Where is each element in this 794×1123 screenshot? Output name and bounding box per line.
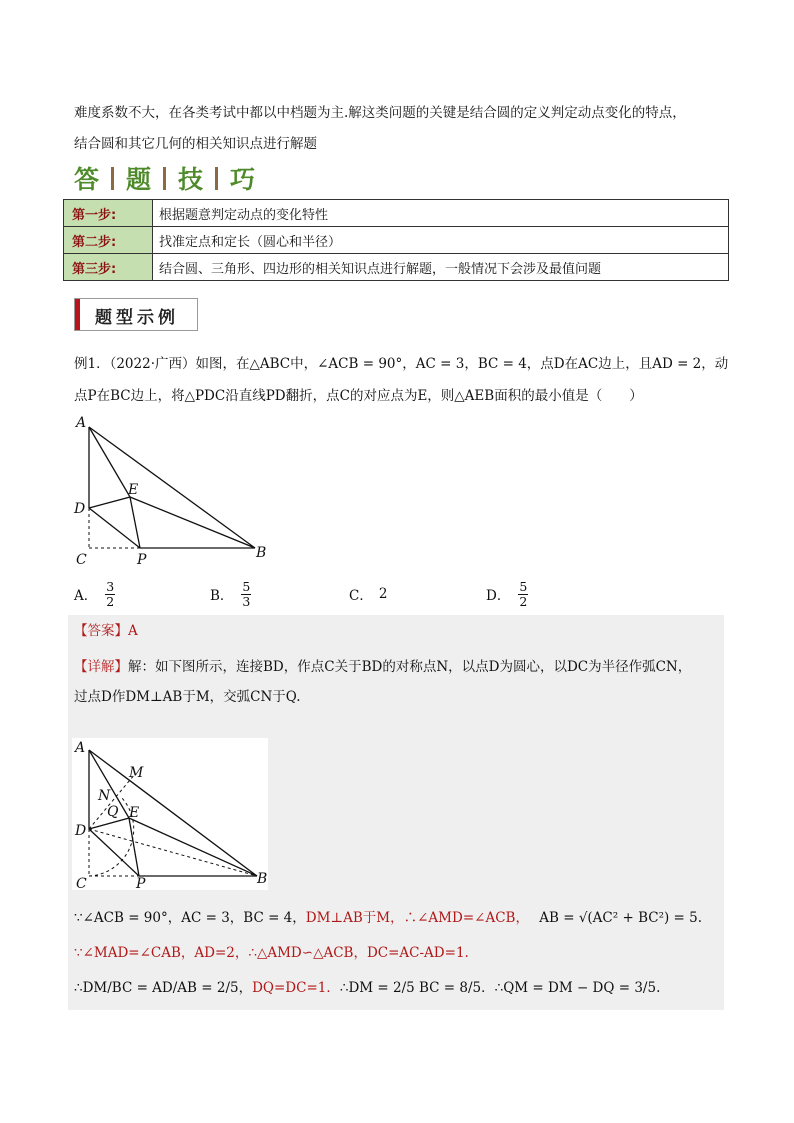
option-letter: B． <box>210 588 234 604</box>
math-3a: ∴DM/BC = AD/AB = 2/5， <box>74 980 253 996</box>
tips-char-4: 巧 <box>230 165 256 194</box>
segment-DE <box>89 497 130 508</box>
label-E: E <box>129 805 140 821</box>
question-line-1: 例1．（2022·广西）如图，在△ABC中，∠ACB = 90°，AC = 3，BC = 4，点D在AC边上，且AD = 2，动 <box>74 356 729 372</box>
badge-accent-bar <box>75 299 80 330</box>
tips-divider <box>111 167 114 190</box>
intro-line-2: 结合圆和其它几何的相关知识点进行解题 <box>74 136 317 152</box>
step-text: 找准定点和定长（圆心和半径） <box>153 227 729 254</box>
fraction-denominator: 2 <box>519 593 528 609</box>
math-line-1: ∵∠ACB = 90°，AC = 3，BC = 4，DM⊥AB于M，∴∠AMD=∠ACB， AB = √(AC² + BC²) = 5. <box>74 910 703 926</box>
math-2b: DC=AC-AD=1. <box>366 945 469 961</box>
math-1c: AB = √(AC² + BC²) = 5 <box>539 910 698 926</box>
intro-paragraph <box>74 98 734 160</box>
tips-divider <box>215 167 218 190</box>
detail-line-2: 过点D作DM⊥AB于M，交弧CN于Q. <box>74 689 301 705</box>
segment-DP <box>89 508 140 548</box>
segment-AE <box>89 427 130 497</box>
fraction-numerator: 3 <box>106 578 115 594</box>
option-letter: D． <box>486 588 511 604</box>
label-B: B <box>257 871 268 887</box>
label-C: C <box>76 552 87 568</box>
fraction-denominator: 2 <box>106 593 115 609</box>
step-row <box>64 200 729 227</box>
answer-options <box>74 576 734 612</box>
label-P: P <box>137 552 147 568</box>
option-fraction <box>518 580 528 609</box>
option-fraction <box>105 580 115 609</box>
figure-triangle-2 <box>72 738 268 890</box>
section-badge <box>74 298 198 331</box>
answer-line <box>74 620 138 642</box>
label-P: P <box>136 876 146 890</box>
math-line-2 <box>74 941 724 965</box>
answer-value: A <box>128 623 138 639</box>
option-letter: A． <box>74 588 98 604</box>
step-text: 根据题意判定动点的变化特性 <box>153 200 729 227</box>
option-a <box>74 576 115 612</box>
math-1b: DM⊥AB于M，∴∠AMD=∠ACB， <box>305 910 529 926</box>
tips-divider <box>163 167 166 190</box>
option-d <box>486 576 528 612</box>
label-Q: Q <box>107 804 119 820</box>
option-c <box>349 576 387 612</box>
step-label: 第三步: <box>64 254 153 281</box>
detail-text <box>74 652 724 712</box>
segment-EB <box>129 818 257 876</box>
option-letter: C． <box>349 588 373 604</box>
option-fraction <box>241 580 251 609</box>
badge-text: 题型示例 <box>95 308 179 328</box>
tips-char-1: 答 <box>74 165 100 194</box>
label-N: N <box>98 788 111 804</box>
math-2a: ∵∠MAD=∠CAB，AD=2，∴△AMD∽△ACB， <box>74 945 367 961</box>
fraction-numerator: 5 <box>519 578 528 594</box>
label-A: A <box>76 415 87 431</box>
step-label: 第一步: <box>64 200 153 227</box>
question-text <box>74 348 734 412</box>
label-D: D <box>74 501 86 517</box>
intro-line-1: 难度系数不大，在各类考试中都以中档题为主.解这类问题的关键是结合圆的定义判定动点变化的特点， <box>74 105 686 121</box>
step-row <box>64 227 729 254</box>
option-value: 2 <box>378 586 388 602</box>
detail-line-1 <box>74 652 724 682</box>
tips-char-3: 技 <box>178 165 204 194</box>
segment-EP <box>130 497 140 548</box>
option-b <box>210 576 251 612</box>
segment-EB <box>130 497 255 548</box>
detail-label: 【详解】 <box>74 659 128 675</box>
label-M: M <box>129 765 144 781</box>
fraction-numerator: 5 <box>242 578 251 594</box>
step-label: 第二步: <box>64 227 153 254</box>
step-row <box>64 254 729 281</box>
figure-triangle-1 <box>70 412 280 572</box>
label-C: C <box>76 876 87 890</box>
label-A: A <box>75 740 86 756</box>
math-line-3: ∴DM/BC = AD/AB = 2/5，DQ=DC=1．∴DM = 2/5 BC = 8/5．∴QM = DM − DQ = 3/5. <box>74 980 661 996</box>
math-3b: DQ=DC=1． <box>252 980 340 996</box>
fraction-denominator: 3 <box>242 593 251 609</box>
label-B: B <box>256 545 267 561</box>
label-E: E <box>128 482 139 498</box>
answer-label: 【答案】 <box>74 623 128 639</box>
math-3c: ∴DM = 2/5 BC = 8/5．∴QM = DM − DQ = 3/5 <box>339 980 657 996</box>
step-text: 结合圆、三角形、四边形的相关知识点进行解题，一般情况下会涉及最值问题 <box>153 254 729 281</box>
segment-AB <box>89 427 255 548</box>
label-D: D <box>75 823 87 839</box>
tips-header <box>74 161 255 195</box>
tips-char-2: 题 <box>126 165 152 194</box>
math-1a: ∵∠ACB = 90°，AC = 3，BC = 4， <box>74 910 306 926</box>
steps-table <box>63 199 729 281</box>
question-line-2: 点P在BC边上，将△PDC沿直线PD翻折，点C的对应点为E，则△AEB面积的最小值是（ ） <box>74 388 643 404</box>
detail-text-1: 解：如下图所示，连接BD，作点C关于BD的对称点N，以点D为圆心，以DC为半径作弧CN， <box>128 659 692 675</box>
